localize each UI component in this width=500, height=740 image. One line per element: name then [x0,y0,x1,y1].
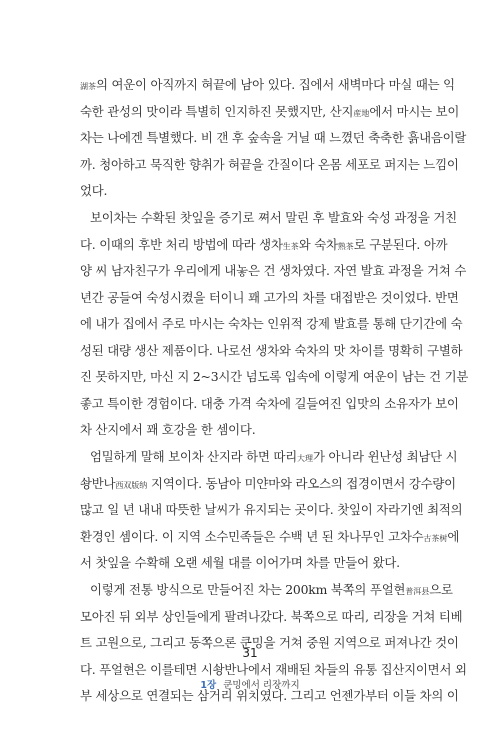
text-segment: 에서 마시는 보이 [369,103,460,119]
text-segment: 차 산지에서 꽤 호강을 한 셈이다. [80,422,256,437]
text-line [80,577,453,604]
text-segment: 엄밀하게 말해 보이차 산지라 하면 따리 [90,449,298,464]
text-segment: 까. 청아하고 묵직한 향취가 혀끝을 간질이다 온몸 세포로 퍼지는 느낌이 [80,156,459,172]
text-segment: 의 여운이 아직까지 혀끝에 남아 있다. 집에서 새벽마다 마실 때는 익 [96,77,455,92]
text-segment: 으로 [429,582,453,597]
text-segment: 환경인 셈이다. 이 지역 소수민족들은 수백 년 된 차나무인 고차수 [80,528,424,544]
text-segment: 이렇게 전통 방식으로 만들어진 차는 200km 북쪽의 푸얼현 [90,582,406,597]
text-line [80,497,463,524]
text-line [80,471,456,498]
text-line [80,285,459,312]
hanja-annotation: 生茶 [282,241,299,251]
text-segment: 부 세상으로 연결되는 삼거리 위치였다. 그리고 언젠가부터 이들 차의 이 [80,688,459,703]
hanja-annotation: 湖茶 [80,82,96,91]
running-footer [0,677,500,691]
text-line [80,524,460,551]
text-segment: 성된 대량 생산 제품이다. 나로선 생차와 숙차의 맛 차이를 명확히 구별하 [80,342,463,358]
text-line [80,364,469,391]
text-segment: 숙한 관성의 맛이라 특별히 인지하진 못했지만, 산지 [80,103,354,119]
page-number: 31 [242,646,258,660]
text-segment: 진 못하지만, 마신 지 2~3시간 넘도록 입속에 이렇게 여운이 남는 건 기분 [80,369,469,384]
text-line [80,125,467,152]
hanja-annotation: 大理 [297,454,314,463]
text-line [80,338,463,365]
chapter-label: 1장 [200,680,217,691]
hanja-annotation: 普洱县 [405,587,430,596]
text-line [80,152,459,179]
hanja-annotation: 西双版纳 [115,480,148,490]
text-segment: 트 고원으로, 그리고 동쪽으론 쿤밍을 거쳐 중원 지역으로 퍼져나간 것이 [80,635,459,650]
paragraph [80,205,469,444]
paragraph [80,72,467,205]
text-line [80,444,458,471]
paragraph [80,444,463,577]
text-line [80,311,463,338]
text-segment: 로 구분된다. 아까 [353,236,448,252]
hanja-annotation: 古茶树 [423,533,448,543]
text-line [80,417,432,444]
text-line [80,550,432,577]
text-line [80,232,448,259]
text-segment: 가 아니라 윈난성 최남단 시 [313,449,458,464]
text-segment: 다. 푸얼현은 이를테면 시솽반나에서 재배된 차들의 유통 집산지이면서 외 [80,661,467,677]
text-segment: 에 내가 집에서 주로 마시는 숙차는 인위적 강제 발효를 통해 단기간에 숙 [80,316,463,331]
text-line [80,178,432,205]
text-segment: 모아진 뒤 외부 상인들에게 팔려나갔다. 북쪽으로 따리, 리장을 거쳐 티베 [80,608,463,624]
text-segment: 좋고 특이한 경험이다. 대충 가격 숙차에 길들여진 입맛의 소유자가 보이 [80,395,459,411]
text-segment: 었다. [80,183,108,198]
text-segment: 년간 공들여 숙성시켰을 터이니 꽤 고가의 차를 대접받은 것이었다. 반면 [80,289,459,305]
hanja-annotation: 熟茶 [337,241,354,251]
text-line [80,258,467,285]
text-segment: 지역이다. 동남아 미얀마와 라오스의 접경이면서 강수량이 [147,475,456,491]
text-segment: 양 씨 남자친구가 우리에게 내놓은 건 생차였다. 자연 발효 과정을 거쳐 수 [80,263,467,278]
text-line [80,604,463,631]
text-line [80,391,459,418]
text-segment: 에 [447,528,460,544]
text-segment: 서 찻잎을 수확해 오랜 세월 대를 이어가며 차를 만들어 왔다. [80,555,400,570]
text-line [80,72,455,99]
text-segment: 다. 이때의 후반 처리 방법에 따라 생차 [80,236,283,252]
text-line [80,99,460,126]
text-segment: 보이차는 수확된 찻잎을 증기로 쪄서 말린 후 발효와 숙성 과정을 거친 [90,210,457,225]
hanja-annotation: 産地 [353,108,370,118]
text-segment: 와 숙차 [298,236,338,252]
text-segment: 솽반나 [80,475,116,491]
text-segment: 차는 나에겐 특별했다. 비 갠 후 숲속을 거닐 때 느꼈던 축축한 흙내음이랄 [80,130,467,145]
text-line [80,205,457,232]
chapter-title: 쿤밍에서 리장까지 [223,680,300,691]
text-segment: 많고 일 년 내내 따뜻한 날씨가 유지되는 곳이다. 찻잎이 자라기엔 최적의 [80,502,463,517]
